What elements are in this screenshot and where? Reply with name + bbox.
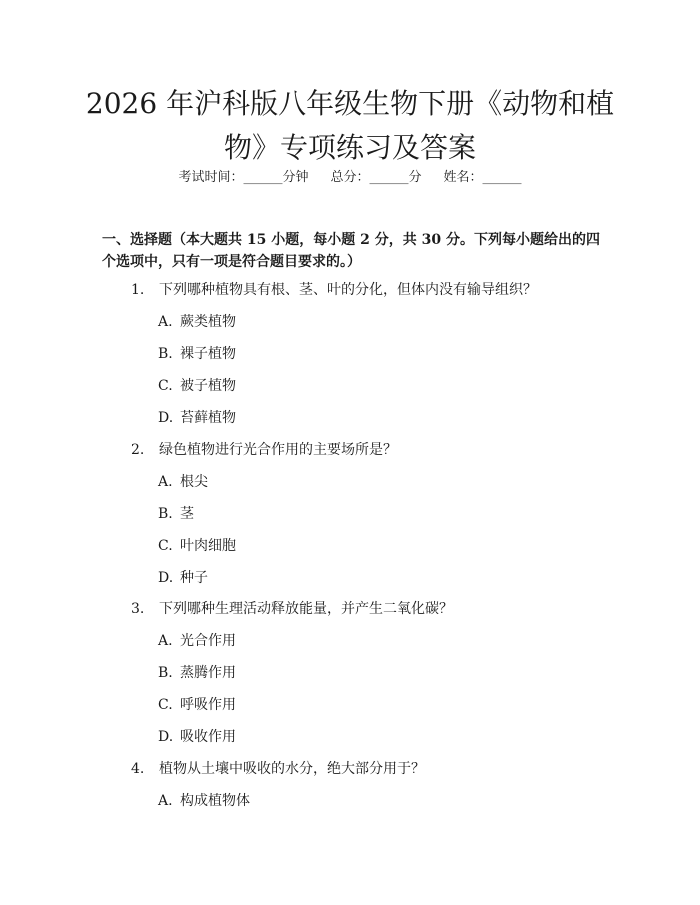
option-4a — [158, 791, 250, 811]
question-3 — [131, 599, 453, 619]
option-text: 呼吸作用 — [180, 697, 236, 713]
score-unit: 分 — [408, 170, 422, 185]
question-text: 植物从土壤中吸收的水分，绝大部分用于？ — [159, 761, 425, 777]
option-2c — [158, 536, 236, 556]
option-letter: D. — [158, 570, 174, 586]
name-label: 姓名： — [443, 170, 483, 185]
question-2 — [131, 440, 397, 460]
option-text: 叶肉细胞 — [180, 538, 236, 554]
option-letter: C. — [158, 697, 173, 713]
question-text: 下列哪种生理活动释放能量，并产生二氧化碳？ — [159, 601, 453, 617]
time-blank: ______ — [243, 170, 283, 185]
option-3c — [158, 695, 236, 715]
option-text: 裸子植物 — [180, 346, 236, 362]
option-letter: A. — [158, 314, 173, 330]
option-letter: A. — [158, 793, 173, 809]
option-text: 构成植物体 — [180, 793, 250, 809]
option-letter: C. — [158, 538, 173, 554]
option-letter: D. — [158, 410, 174, 426]
option-text: 根尖 — [180, 474, 208, 490]
option-letter: A. — [158, 633, 173, 649]
option-text: 蕨类植物 — [180, 314, 236, 330]
document-title — [60, 82, 640, 170]
question-1 — [131, 280, 537, 300]
option-1b — [158, 344, 236, 364]
option-2a — [158, 472, 208, 492]
question-number: 3. — [131, 601, 145, 617]
option-letter: C. — [158, 378, 173, 394]
question-number: 2. — [131, 442, 145, 458]
option-letter: B. — [158, 346, 173, 362]
option-3d — [158, 727, 236, 747]
option-text: 苔藓植物 — [180, 410, 236, 426]
title-line-1: 2026 年沪科版八年级生物下册《动物和植 — [85, 87, 615, 120]
option-text: 被子植物 — [180, 378, 236, 394]
question-4 — [131, 759, 425, 779]
option-letter: B. — [158, 506, 173, 522]
name-blank: ______ — [482, 170, 522, 185]
question-text: 下列哪种植物具有根、茎、叶的分化，但体内没有输导组织？ — [159, 282, 537, 298]
option-letter: A. — [158, 474, 173, 490]
option-1d — [158, 408, 236, 428]
question-number: 1. — [131, 282, 145, 298]
score-label: 总分： — [330, 170, 370, 185]
option-text: 种子 — [180, 570, 208, 586]
option-letter: D. — [158, 729, 174, 745]
question-number: 4. — [131, 761, 145, 777]
option-3b — [158, 663, 236, 683]
section-heading: 一、选择题（本大题共 15 小题，每小题 2 分，共 30 分。下列每小题给出的四个选项中，只有一项是符合题目要求的。） — [102, 232, 600, 270]
option-2b — [158, 504, 194, 524]
option-3a — [158, 631, 236, 651]
option-text: 蒸腾作用 — [180, 665, 236, 681]
option-1a — [158, 312, 236, 332]
exam-info — [0, 168, 700, 188]
time-unit: 分钟 — [282, 170, 309, 185]
option-2d — [158, 568, 208, 588]
option-letter: B. — [158, 665, 173, 681]
option-text: 光合作用 — [180, 633, 236, 649]
option-text: 吸收作用 — [180, 729, 236, 745]
title-line-2: 物》专项练习及答案 — [223, 131, 476, 164]
option-text: 茎 — [180, 506, 194, 522]
score-blank: ______ — [369, 170, 409, 185]
question-text: 绿色植物进行光合作用的主要场所是？ — [159, 442, 397, 458]
option-1c — [158, 376, 236, 396]
time-label: 考试时间： — [178, 170, 244, 185]
